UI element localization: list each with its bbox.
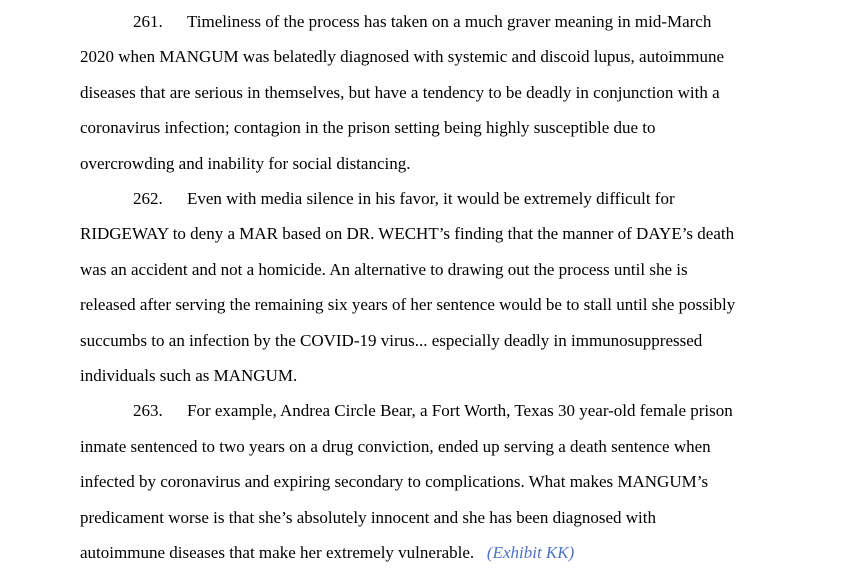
paragraph-262-line-6: individuals such as MANGUM. xyxy=(80,366,298,385)
paragraph-261-line-3: diseases that are serious in themselves, but have a tendency to be deadly in conjunction with a xyxy=(80,82,720,102)
paragraph-number-261: 261. xyxy=(133,12,163,31)
exhibit-kk-link[interactable]: (Exhibit KK) xyxy=(486,543,575,562)
paragraph-261-line-2: 2020 when MANGUM was belatedly diagnosed with systemic and discoid lupus, autoimmune xyxy=(80,47,725,67)
paragraph-262-line-4: released after serving the remaining six years of her sentence would be to stall until she possibly xyxy=(80,295,736,315)
paragraph-262-line-3: was an accident and not a homicide. An alternative to drawing out the process until she is xyxy=(80,259,688,279)
paragraph-text: Even with media silence in his favor, it would be extremely difficult for xyxy=(187,189,675,208)
paragraph-263-line-4: predicament worse is that she’s absolutely innocent and she has been diagnosed with xyxy=(80,507,656,527)
paragraph-261-line-5: overcrowding and inability for social distancing. xyxy=(80,153,411,173)
paragraph-263-line-1 xyxy=(133,393,733,428)
paragraph-number-262: 262. xyxy=(133,189,163,208)
paragraph-text: Timeliness of the process has taken on a much graver meaning in mid-March xyxy=(187,12,712,31)
paragraph-text: autoimmune diseases that make her extremely vulnerable. xyxy=(80,543,475,562)
paragraph-262-line-5: succumbs to an infection by the COVID-19 virus... especially deadly in immunosuppressed xyxy=(80,330,703,350)
paragraph-text: For example, Andrea Circle Bear, a Fort Worth, Texas 30 year-old female prison xyxy=(187,401,733,421)
paragraph-263-line-3: infected by coronavirus and expiring secondary to complications. What makes MANGUM’s xyxy=(80,472,709,492)
paragraph-263-line-2: inmate sentenced to two years on a drug conviction, ended up serving a death sentence when xyxy=(80,436,711,456)
paragraph-261-line-1 xyxy=(133,4,711,39)
paragraph-262-line-1 xyxy=(133,181,675,216)
paragraph-261-line-4: coronavirus infection; contagion in the prison setting being highly susceptible due to xyxy=(80,118,656,138)
paragraph-263-line-5 xyxy=(80,535,574,570)
paragraph-262-line-2: RIDGEWAY to deny a MAR based on DR. WECHT’s finding that the manner of DAYE’s death xyxy=(80,224,735,244)
paragraph-number-263: 263. xyxy=(133,401,163,421)
